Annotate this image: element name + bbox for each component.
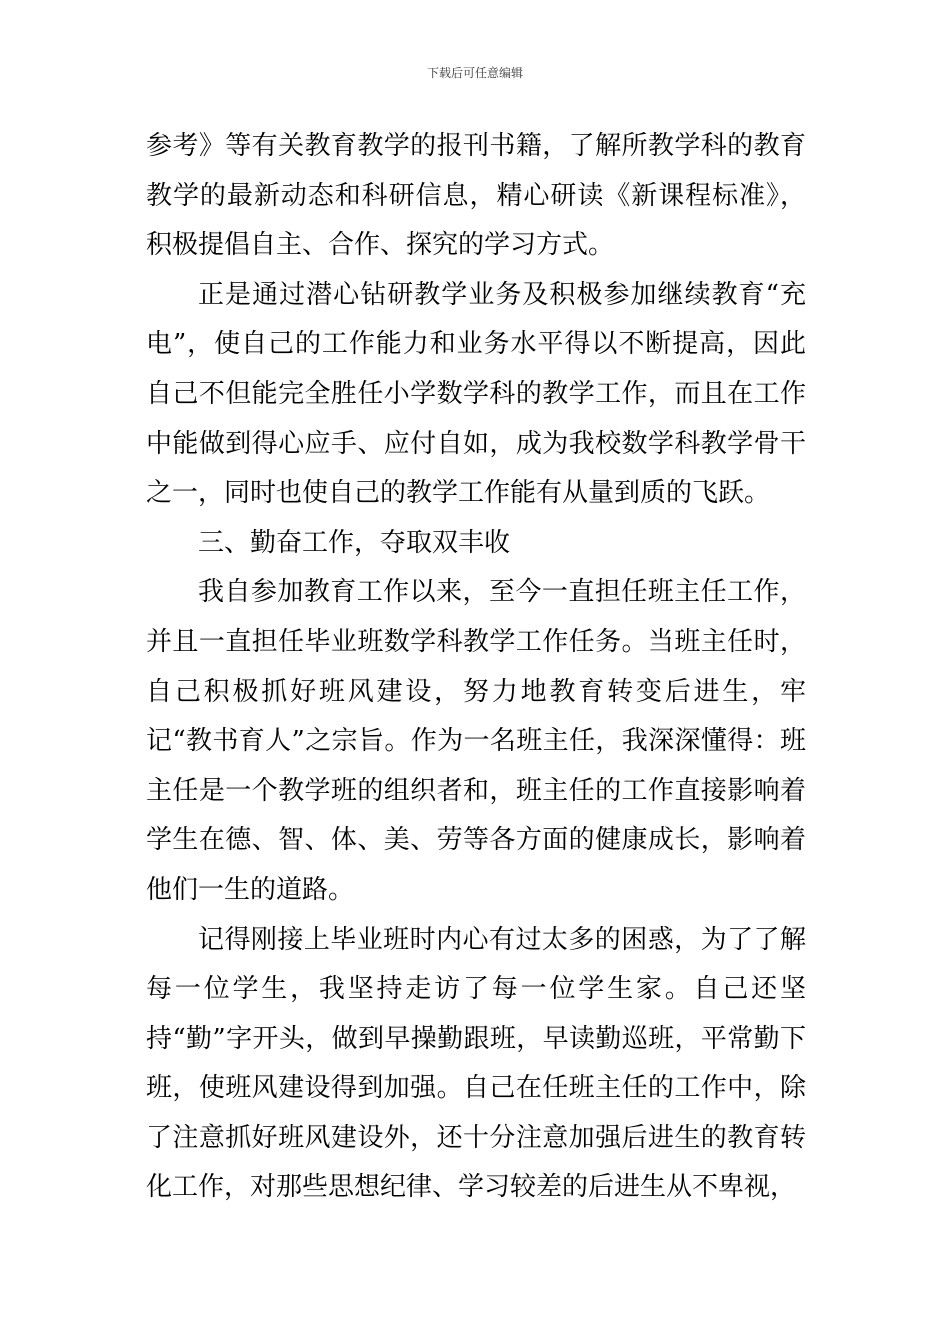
paragraph: 正是通过潜心钻研教学业务及积极参加继续教育“充电”，使自己的工作能力和业务水平得以不断提高，因此自己不但能完全胜任小学数学科的教学工作，而且在工作中能做到得心应手、应付自如，成为我校数学科教学骨干之一，同时也使自己的教学工作能有从量到质的飞跃。 bbox=[146, 279, 806, 509]
page-header: 下载后可任意编辑 bbox=[426, 66, 523, 80]
document-body bbox=[146, 122, 806, 1213]
paragraph: 我自参加教育工作以来，至今一直担任班主任工作，并且一直担任毕业班数学科教学工作任务。当班主任时，自己积极抓好班风建设，努力地教育转变后进生，牢记“教书育人”之宗旨。作为一名班主任，我深深懂得：班主任是一个教学班的组织者和，班主任的工作直接影响着学生在德、智、体、美、劳等各方面的健康成长，影响着他们一生的道路。 bbox=[146, 577, 806, 905]
paragraph: 记得刚接上毕业班时内心有过太多的困惑，为了了解每一位学生，我坚持走访了每一位学生家。自己还坚持“勤”字开头，做到早操勤跟班，早读勤巡班，平常勤下班，使班风建设得到加强。自己在任班主任的工作中，除了注意抓好班风建设外，还十分注意加强后进生的教育转化工作，对那些思想纪律、学习较差的后进生从不卑视， bbox=[146, 924, 806, 1203]
paragraph-continuation: 参考》等有关教育教学的报刊书籍，了解所教学科的教育教学的最新动态和科研信息，精心研读《新课程标准》，积极提倡自主、合作、探究的学习方式。 bbox=[146, 131, 806, 261]
section-heading: 三、勤奋工作，夺取双丰收 bbox=[198, 527, 511, 558]
